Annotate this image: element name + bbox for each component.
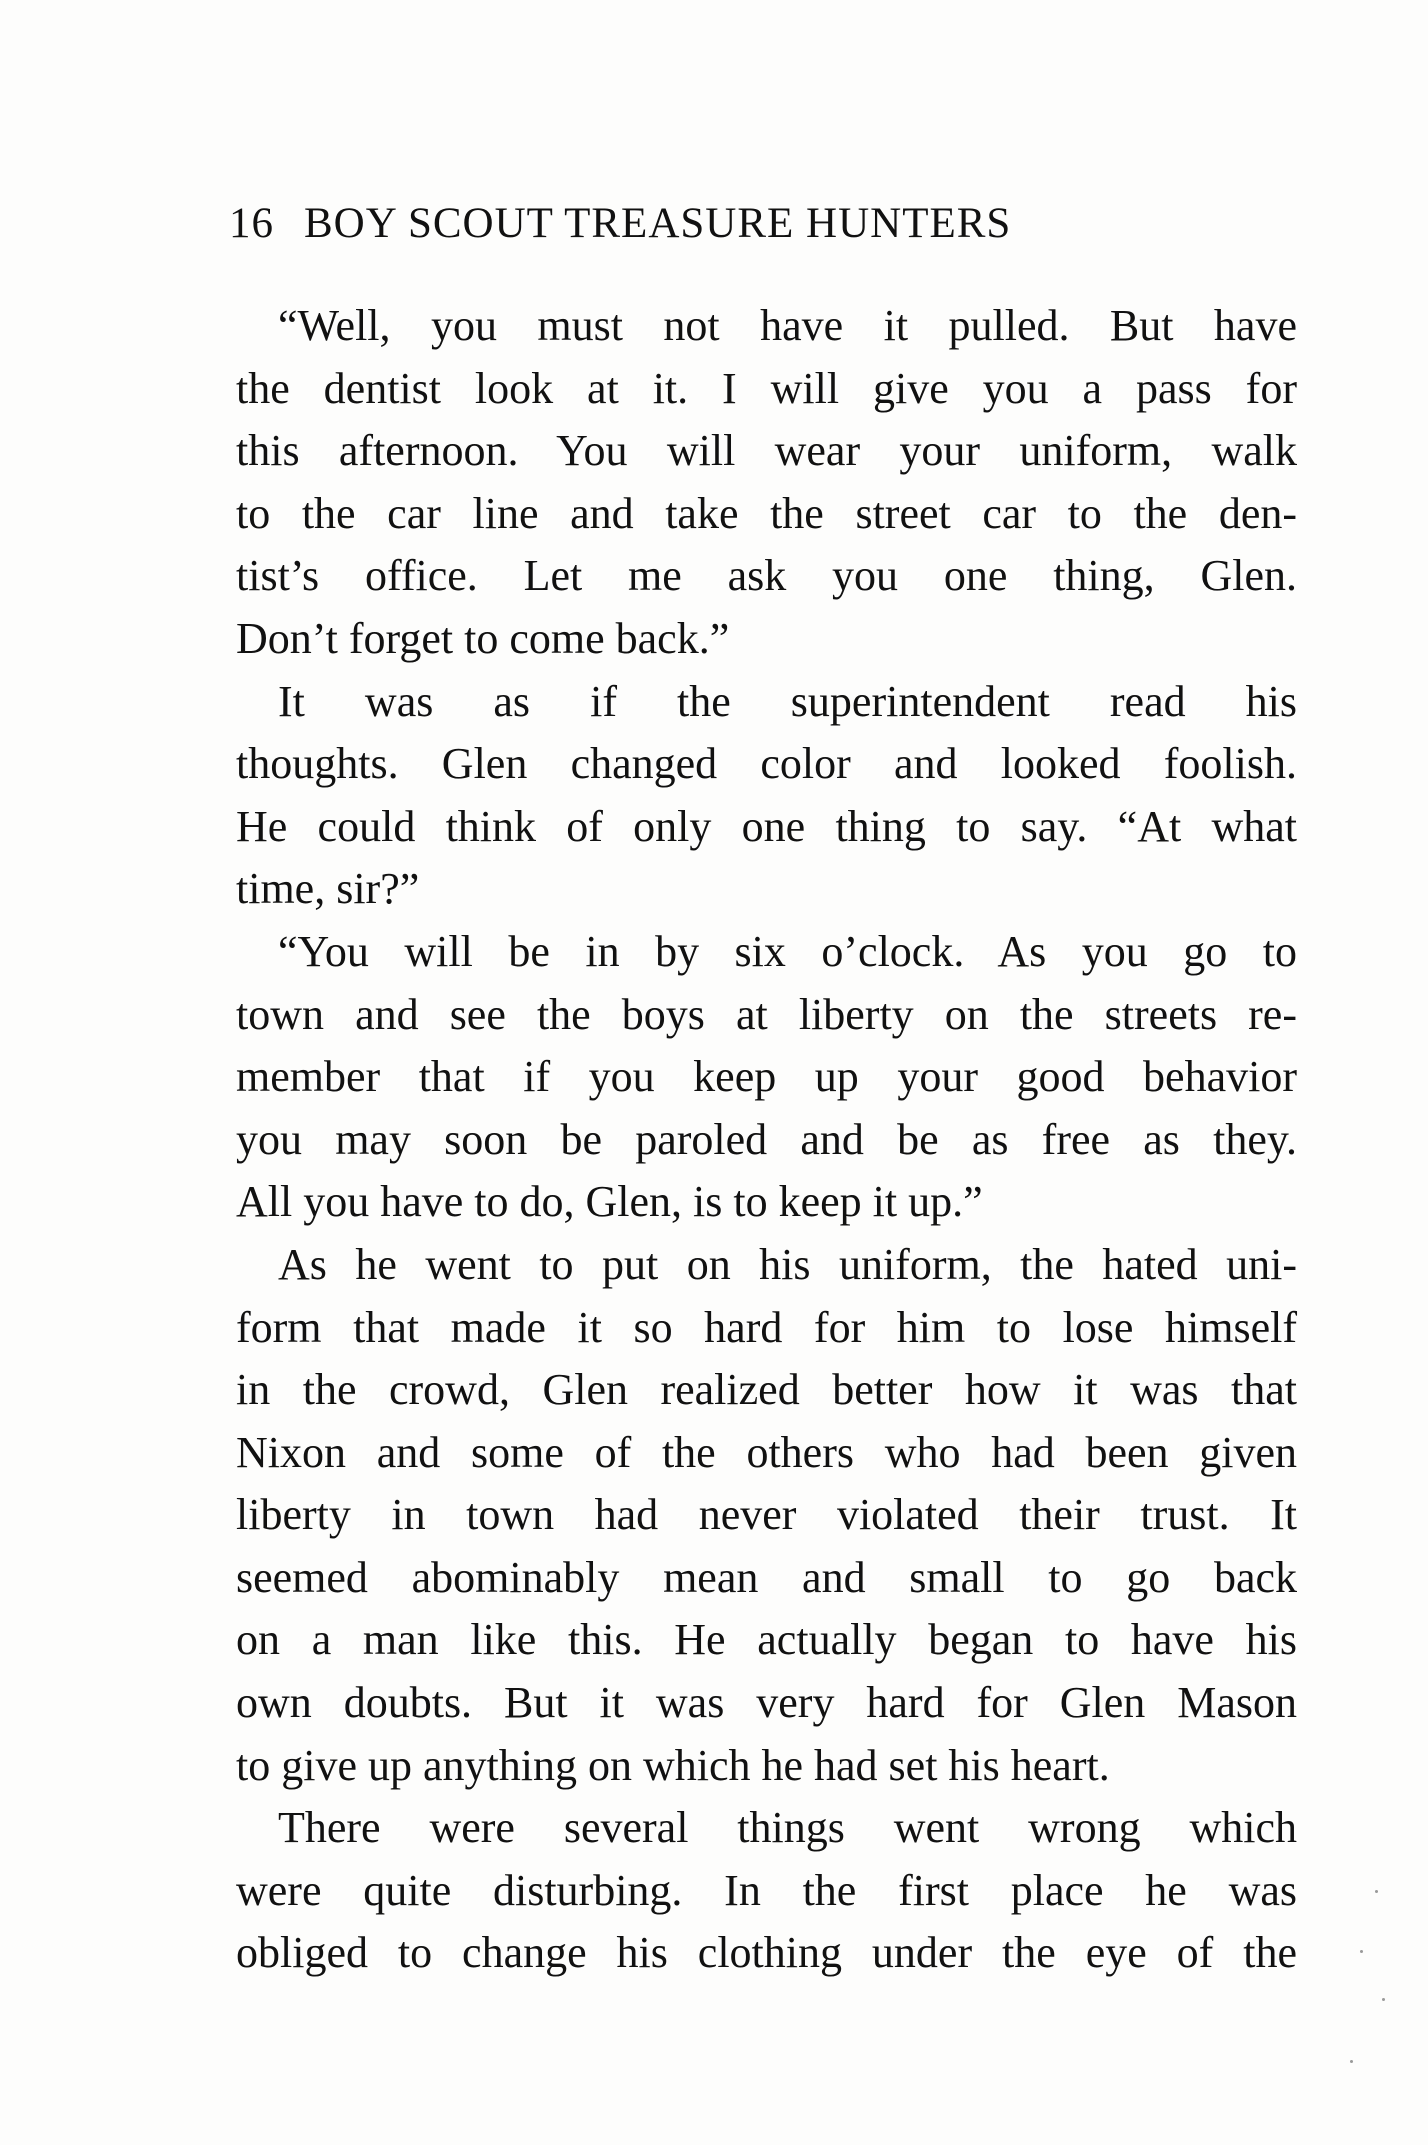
text-line: “Well, you must not have it pulled. But have	[278, 301, 1297, 350]
text-line: thoughts. Glen changed color and looked foolish.	[236, 739, 1297, 789]
paragraph-5	[236, 1797, 1297, 1985]
text-line: to give up anything on which he had set his heart.	[236, 1740, 1110, 1790]
paper-speck	[1375, 1890, 1378, 1893]
paper-speck	[1360, 1950, 1363, 1953]
text-line: It was as if the superintendent read his	[278, 676, 1297, 726]
text-line: town and see the boys at liberty on the streets re-	[236, 989, 1297, 1039]
paragraph-4	[236, 1234, 1297, 1797]
text-line: on a man like this. He actually began to have his	[236, 1615, 1297, 1665]
paper-speck	[1382, 1998, 1385, 2001]
text-line: own doubts. But it was very hard for Glen Mason	[236, 1678, 1297, 1728]
paper-speck	[1350, 2060, 1353, 2063]
text-line: to the car line and take the street car to the den-	[236, 488, 1297, 538]
page-number: 16	[229, 200, 274, 247]
text-line: in the crowd, Glen realized better how it was that	[236, 1365, 1297, 1415]
text-line: Nixon and some of the others who had been given	[236, 1427, 1297, 1477]
text-line: He could think of only one thing to say. “At what	[236, 801, 1297, 851]
text-line: form that made it so hard for him to lose himself	[236, 1302, 1297, 1352]
text-line: “You will be in by six o’clock. As you go to	[278, 926, 1297, 976]
text-line: All you have to do, Glen, is to keep it up.”	[236, 1177, 983, 1227]
text-line: obliged to change his clothing under the eye of the	[236, 1928, 1297, 1978]
paragraph-2	[236, 671, 1297, 921]
text-line: this afternoon. You will wear your uniform, walk	[236, 426, 1297, 476]
paragraph-3	[236, 921, 1297, 1234]
text-line: the dentist look at it. I will give you a pass for	[236, 363, 1297, 413]
text-line: Don’t forget to come back.”	[236, 613, 730, 663]
text-line: seemed abominably mean and small to go back	[236, 1552, 1297, 1602]
text-line: As he went to put on his uniform, the hated uni-	[278, 1239, 1297, 1289]
text-line: tist’s office. Let me ask you one thing, Glen.	[236, 551, 1297, 601]
text-line: time, sir?”	[236, 864, 420, 914]
text-line: were quite disturbing. In the first place he was	[236, 1865, 1297, 1915]
text-line: you may soon be paroled and be as free as they.	[236, 1114, 1297, 1164]
running-header	[229, 196, 1297, 252]
paragraph-1	[236, 295, 1297, 671]
text-line: member that if you keep up your good behavior	[236, 1052, 1297, 1102]
text-line: liberty in town had never violated their trust. It	[236, 1490, 1297, 1540]
body-text	[236, 295, 1297, 1985]
text-line: There were several things went wrong which	[278, 1803, 1297, 1853]
running-title: BOY SCOUT TREASURE HUNTERS	[304, 200, 1012, 247]
